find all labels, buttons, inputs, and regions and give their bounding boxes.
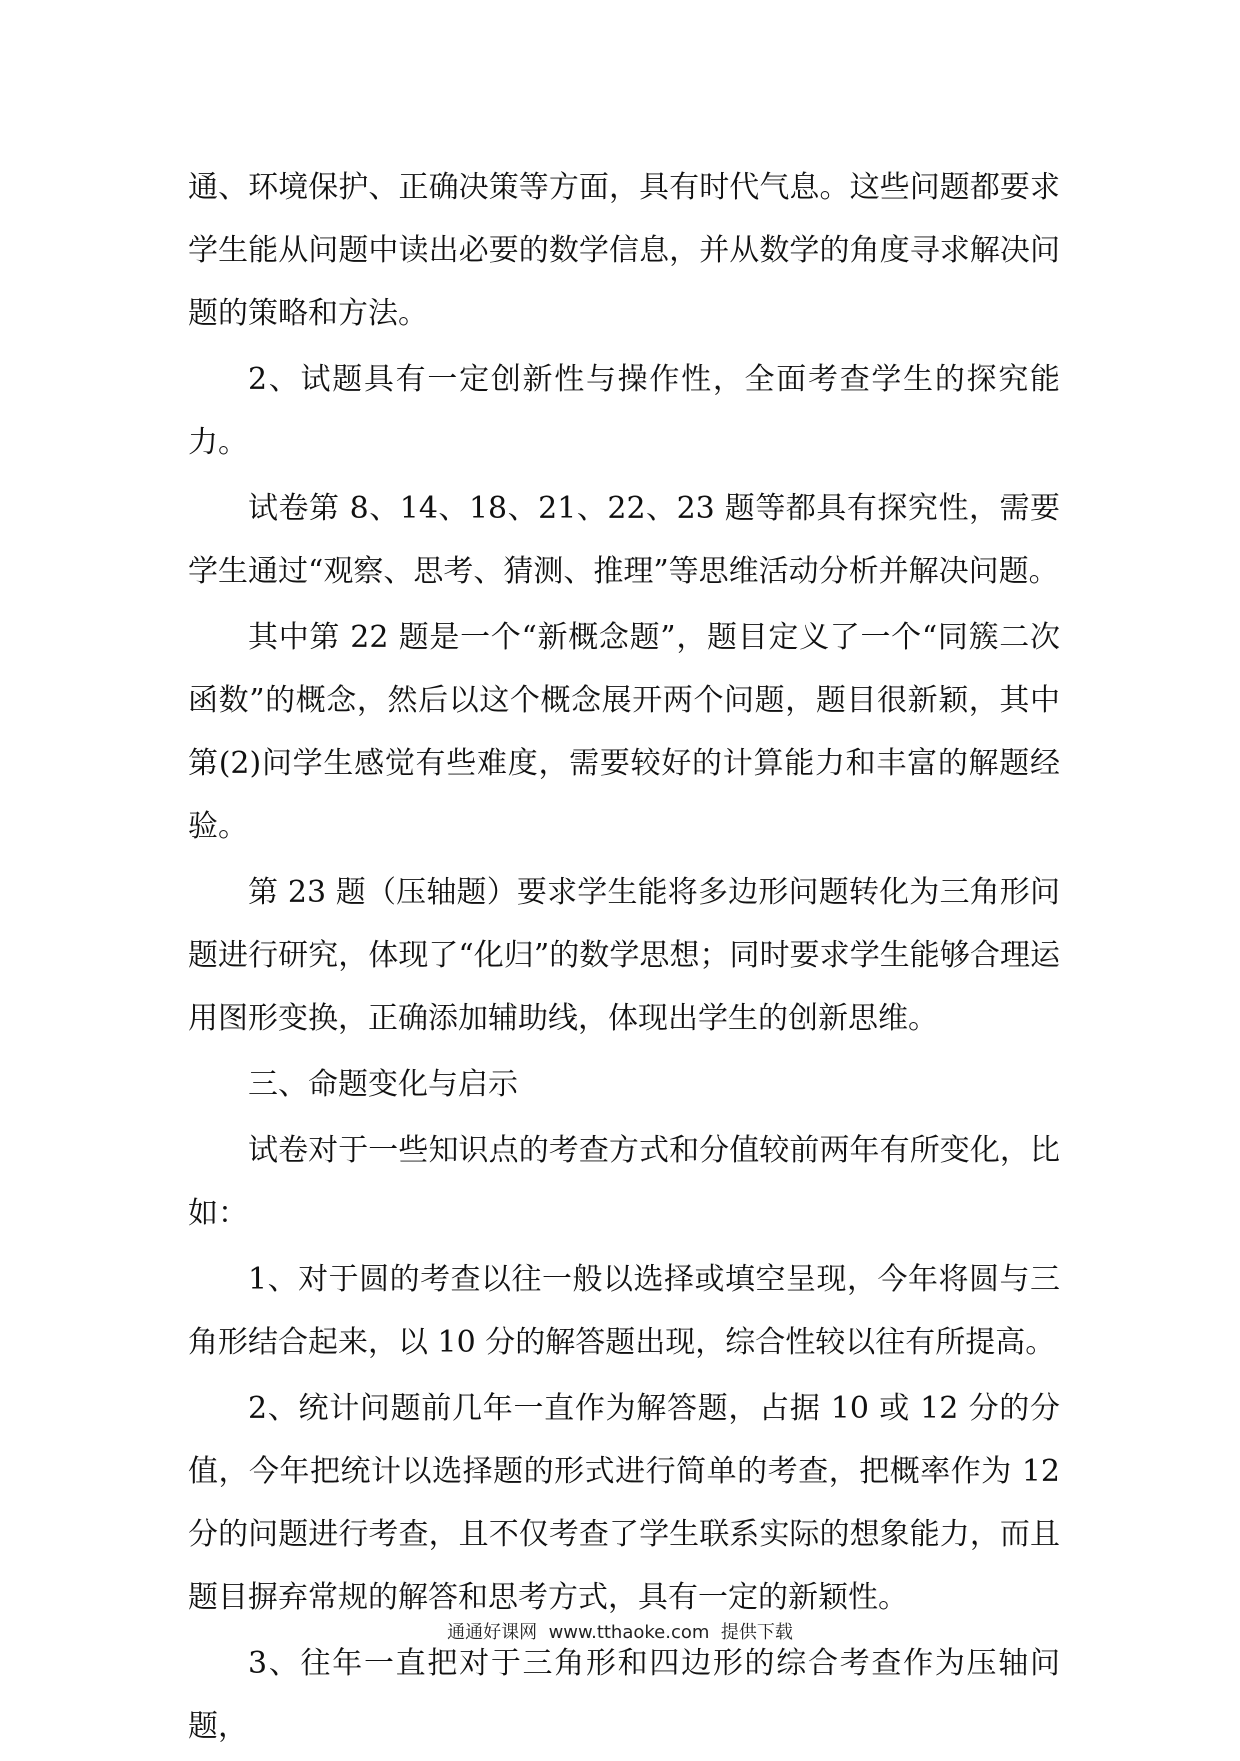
paragraph-change-1: 1、对于圆的考查以往一般以选择或填空呈现，今年将圆与三角形结合起来，以 10 分的解答题出现，综合性较以往有所提高。: [188, 1262, 1060, 1360]
paragraph-question-22: 其中第 22 题是一个“新概念题”，题目定义了一个“同簇二次函数”的概念，然后以这个概念展开两个问题，题目很新颖，其中第(2)问学生感觉有些难度，需要较好的计算能力和丰富的解题经验。: [188, 620, 1060, 844]
paragraph-change-2: 2、统计问题前几年一直作为解答题，占据 10 或 12 分的分值，今年把统计以选择题的形式进行简单的考查，把概率作为 12 分的问题进行考查，且不仅考查了学生联系实际的想象能力，而且题目摒弃常规的解答和思考方式，具有一定的新颖性。: [188, 1391, 1060, 1615]
page-footer: 通通好课网 www.tthaoke.com 提供下载: [447, 1622, 793, 1643]
section-heading-3: 三、命题变化与启示: [248, 1067, 518, 1102]
document-body: [188, 156, 1060, 1761]
paragraph-question-23: 第 23 题（压轴题）要求学生能将多边形问题转化为三角形问题进行研究，体现了“化归”的数学思想；同时要求学生能够合理运用图形变换，正确添加辅助线，体现出学生的创新思维。: [188, 875, 1060, 1036]
paragraph-changes-intro: 试卷对于一些知识点的考查方式和分值较前两年有所变化，比如：: [188, 1133, 1060, 1231]
paragraph-point-2-heading: 2、试题具有一定创新性与操作性，全面考查学生的探究能力。: [188, 362, 1060, 460]
paragraph-continuation: 通、环境保护、正确决策等方面，具有时代气息。这些问题都要求学生能从问题中读出必要的数学信息，并从数学的角度寻求解决问题的策略和方法。: [188, 170, 1060, 331]
paragraph-exploratory-questions: 试卷第 8、14、18、21、22、23 题等都具有探究性，需要学生通过“观察、思考、猜测、推理”等思维活动分析并解决问题。: [188, 491, 1060, 589]
paragraph-change-3: 3、往年一直把对于三角形和四边形的综合考查作为压轴问题，: [188, 1646, 1060, 1744]
